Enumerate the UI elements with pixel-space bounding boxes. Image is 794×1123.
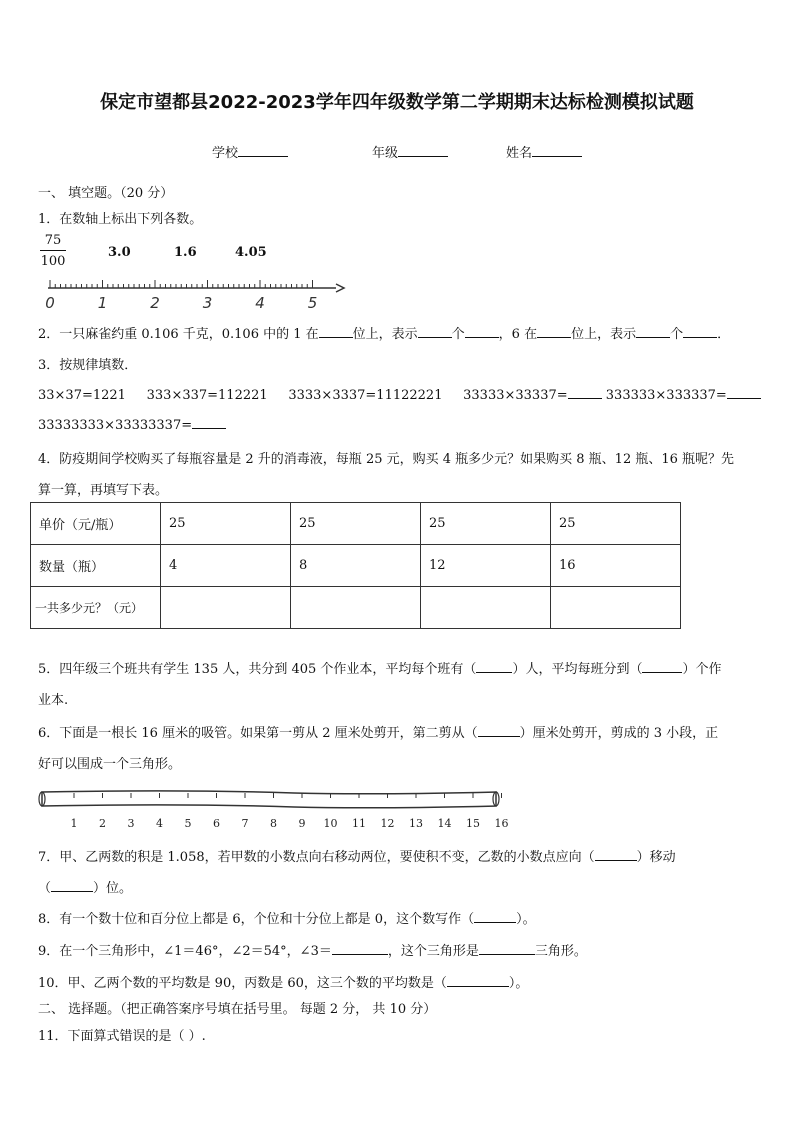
q2-blank-3[interactable] — [465, 325, 499, 338]
section-2-heading: 二、 选择题。（把正确答案序号填在括号里。 每题 2 分， 共 10 分） — [38, 1002, 437, 1017]
table-cell: 25 — [161, 503, 291, 545]
price-table — [30, 502, 681, 629]
straw-label: 12 — [380, 817, 395, 830]
straw-body — [42, 791, 496, 808]
axis-label: 5 — [307, 294, 318, 312]
name-field[interactable] — [506, 142, 582, 161]
q5-blank-1[interactable] — [476, 660, 512, 673]
q5-text-2: ）人，平均每班分到（ — [512, 662, 643, 677]
q2-text-7: ． — [717, 327, 731, 342]
q2-text-2: 位上，表示 — [352, 327, 418, 342]
question-9 — [38, 940, 587, 959]
fraction-75-100 — [40, 233, 66, 269]
q5-text-3: ）个作 — [682, 662, 722, 677]
fraction-denominator: 100 — [40, 254, 66, 269]
straw-label: 9 — [298, 817, 306, 830]
q3-eq-4: 33333×33337= — [463, 388, 568, 403]
q3-equation-6 — [38, 416, 226, 433]
q7-blank-2[interactable] — [51, 879, 93, 892]
q10-blank[interactable] — [447, 974, 509, 987]
q5-blank-2[interactable] — [642, 660, 682, 673]
straw-label: 3 — [127, 817, 135, 830]
q3-eq-5: 333333×333337= — [605, 388, 727, 403]
q6-text-2: ）厘米处剪开，剪成的 3 小段，正 — [519, 726, 719, 741]
q3-eq-3: 3333×3337=11122221 — [288, 388, 443, 403]
q2-text-5: 位上，表示 — [571, 327, 637, 342]
question-7-line-2 — [38, 877, 132, 896]
straw-label: 2 — [99, 817, 106, 830]
q3-blank-2[interactable] — [727, 386, 761, 399]
straw-label: 16 — [494, 817, 509, 830]
table-row — [31, 503, 681, 545]
question-3: 3．按规律填数． — [38, 358, 138, 373]
q7-text-4: ）位。 — [93, 881, 133, 896]
q9-blank-2[interactable] — [479, 942, 535, 955]
q7-blank-1[interactable] — [595, 848, 637, 861]
q3-eq-1: 33×37=1221 — [38, 388, 126, 403]
straw-label: 8 — [270, 817, 277, 830]
q8-blank[interactable] — [474, 910, 516, 923]
q2-blank-5[interactable] — [636, 325, 670, 338]
axis-label: 2 — [150, 294, 160, 312]
q6-text-1: 6．下面是一根长 16 厘米的吸管。如果第一剪从 2 厘米处剪开，第二剪从（ — [38, 726, 478, 741]
q2-text-3: 个 — [451, 327, 465, 342]
q10-text-2: ）。 — [508, 976, 529, 991]
q2-text-4: ，6 在 — [498, 327, 538, 342]
table-row — [31, 545, 681, 587]
q7-text-1: 7．甲、乙两数的积是 1.058，若甲数的小数点向右移动两位，要使积不变，乙数的小数点应向（ — [38, 850, 595, 865]
q9-blank-1[interactable] — [332, 942, 388, 955]
table-cell: 25 — [551, 503, 681, 545]
straw-label: 4 — [156, 817, 163, 830]
axis-label: 4 — [255, 294, 265, 312]
q8-text-2: ）。 — [516, 912, 536, 927]
q8-text-1: 8．有一个数十位和百分位上都是 6，个位和十分位上都是 0，这个数写作（ — [38, 912, 475, 927]
section-1-heading: 一、 填空题。（20 分） — [38, 186, 174, 201]
q2-blank-6[interactable] — [683, 325, 717, 338]
question-7-line-1 — [38, 846, 676, 865]
axis-label: 0 — [45, 294, 55, 312]
number-line[interactable] — [40, 278, 360, 312]
q7-text-2: ）移动 — [636, 850, 676, 865]
q2-blank-4[interactable] — [537, 325, 571, 338]
q2-text-1: 2．一只麻雀约重 0.106 千克，0.106 中的 1 在 — [38, 327, 319, 342]
q5-text-1: 5．四年级三个班共有学生 135 人，共分到 405 个作业本，平均每个班有（ — [38, 662, 477, 677]
straw-label: 6 — [213, 817, 220, 830]
grade-field[interactable] — [372, 142, 448, 161]
table-cell: 数量（瓶） — [31, 545, 161, 587]
q2-blank-2[interactable] — [418, 325, 452, 338]
q10-text-1: 10．甲、乙两个数的平均数是 90，丙数是 60，这三个数的平均数是（ — [38, 976, 447, 991]
straw-label: 1 — [70, 817, 78, 830]
straw-label: 14 — [437, 817, 452, 830]
q3-blank-3[interactable] — [192, 416, 226, 429]
q7-text-3: （ — [38, 881, 52, 896]
q9-text-1: 9．在一个三角形中，∠1＝46°，∠2＝54°，∠3＝ — [38, 944, 332, 959]
question-4-line-2: 算一算，再填写下表。 — [38, 483, 169, 498]
table-cell: 一共多少元？（元） — [31, 587, 161, 629]
school-field[interactable] — [212, 142, 288, 161]
question-11: 11．下面算式错误的是（ ）. — [38, 1029, 206, 1044]
q3-eq-6: 33333333×33333337= — [38, 418, 193, 433]
table-cell: 16 — [551, 545, 681, 587]
answer-cell[interactable] — [291, 587, 421, 629]
school-label: 学校 — [212, 146, 239, 161]
question-5-line-2: 业本. — [38, 693, 69, 708]
axis-label: 1 — [97, 294, 108, 312]
answer-cell[interactable] — [421, 587, 551, 629]
q3-blank-1[interactable] — [568, 386, 602, 399]
question-2 — [38, 323, 730, 342]
name-label: 姓名 — [506, 146, 533, 161]
axis-label: 3 — [202, 294, 213, 312]
table-cell: 单价（元/瓶） — [31, 503, 161, 545]
table-cell: 25 — [291, 503, 421, 545]
number-4-05: 4.05 — [235, 245, 267, 260]
q2-text-6: 个 — [670, 327, 684, 342]
straw-label: 7 — [241, 817, 249, 830]
fraction-numerator: 75 — [40, 233, 66, 251]
q6-blank-1[interactable] — [478, 724, 520, 737]
q9-text-2: ，这个三角形是 — [387, 944, 479, 959]
q3-equations — [38, 386, 761, 403]
question-1: 1．在数轴上标出下列各数。 — [38, 212, 203, 227]
number-3-0: 3.0 — [108, 245, 131, 260]
question-6-line-2: 好可以围成一个三角形。 — [38, 757, 182, 772]
straw-label: 11 — [352, 817, 366, 830]
number-1-6: 1.6 — [174, 245, 197, 260]
question-6-line-1 — [38, 722, 718, 741]
answer-cell[interactable] — [551, 587, 681, 629]
axis-arrow — [336, 284, 344, 292]
question-10 — [38, 972, 528, 991]
table-row — [31, 587, 681, 629]
straw-diagram — [34, 787, 514, 833]
straw-label: 15 — [466, 817, 480, 830]
question-4-line-1: 4．防疫期间学校购买了每瓶容量是 2 升的消毒液，每瓶 25 元，购买 4 瓶多少元？如果购买 8 瓶、12 瓶、16 瓶呢？先 — [38, 452, 735, 467]
q9-text-3: 三角形。 — [534, 944, 587, 959]
straw-label: 5 — [184, 817, 192, 830]
question-5-line-1 — [38, 658, 721, 677]
page-title: 保定市望都县2022-2023学年四年级数学第二学期期末达标检测模拟试题 — [100, 92, 694, 113]
table-cell: 4 — [161, 545, 291, 587]
table-cell: 12 — [421, 545, 551, 587]
straw-label: 13 — [409, 817, 423, 830]
q2-blank-1[interactable] — [319, 325, 353, 338]
question-8 — [38, 908, 536, 927]
answer-cell[interactable] — [161, 587, 291, 629]
straw-label: 10 — [323, 817, 338, 830]
grade-label: 年级 — [372, 146, 399, 161]
table-cell: 8 — [291, 545, 421, 587]
table-cell: 25 — [421, 503, 551, 545]
q3-eq-2: 333×337=112221 — [146, 388, 268, 403]
